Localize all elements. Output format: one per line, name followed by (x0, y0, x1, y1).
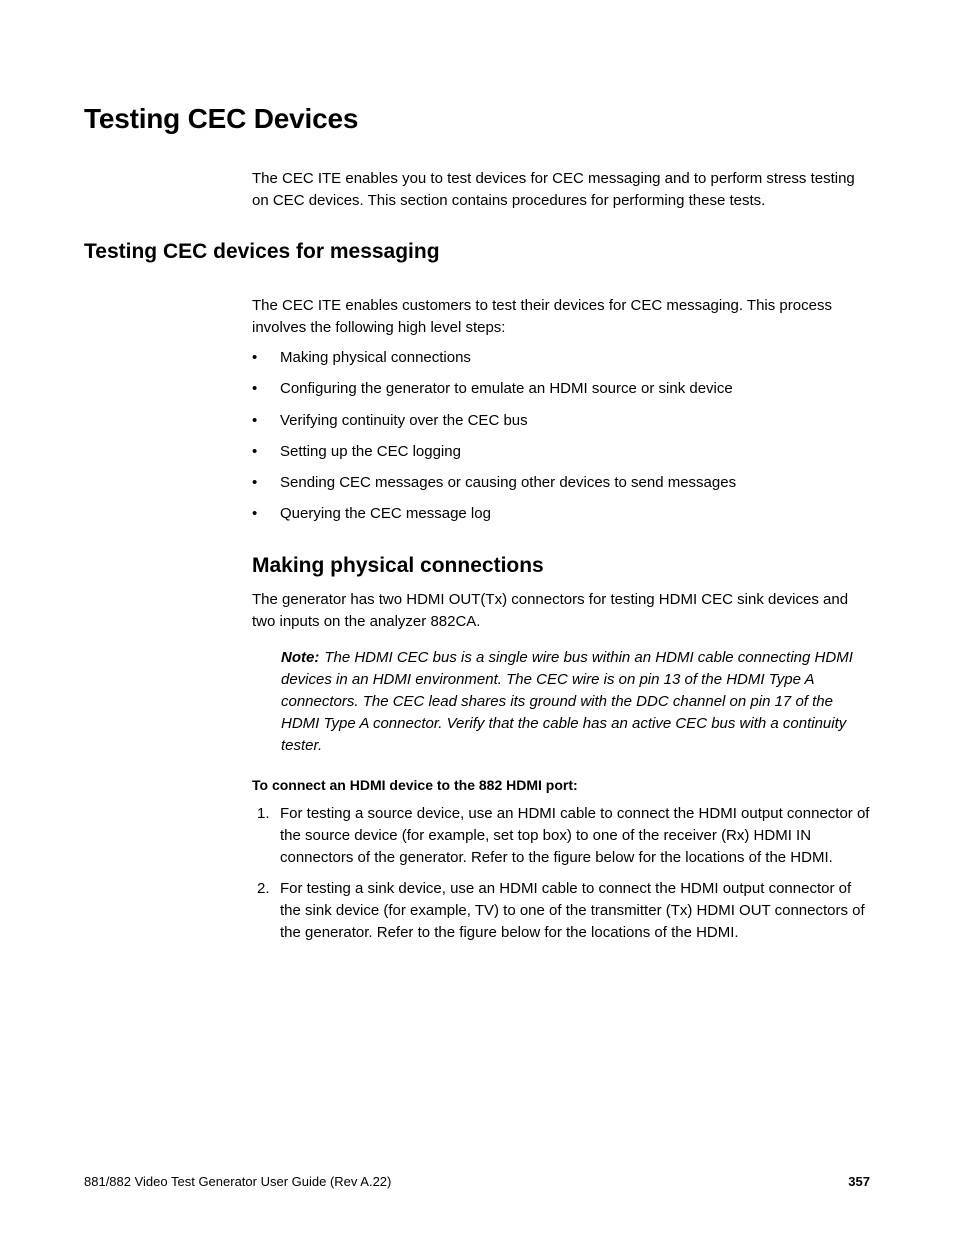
list-item-text: Setting up the CEC logging (280, 442, 461, 460)
list-item-text: Verifying continuity over the CEC bus (280, 411, 528, 429)
procedure-step (252, 803, 874, 869)
note-text: The HDMI CEC bus is a single wire bus within an HDMI cable connecting HDMI devices in an HDMI environment. The CEC wire is on pin 13 of the HDMI Type A connectors. The CEC lead shares its ground with the DDC channel on pin 17 of the HDMI Type A connector. Verify that the cable has an active CEC bus with a continuity tester. (281, 649, 853, 754)
note-block (281, 647, 873, 757)
bullet-icon: • (252, 442, 258, 460)
bullet-icon: • (252, 380, 258, 398)
step-number: 2. (257, 880, 270, 897)
high-level-steps-list (252, 347, 872, 535)
intro-paragraph: The CEC ITE enables you to test devices for CEC messaging and to perform stress testing on CEC devices. This section contains procedures for performing these tests. (252, 170, 855, 209)
subsection-heading: Making physical connections (252, 554, 544, 577)
subsection-intro-paragraph: The generator has two HDMI OUT(Tx) connectors for testing HDMI CEC sink devices and two inputs on the analyzer 882CA. (252, 591, 849, 630)
list-item-text: Querying the CEC message log (280, 505, 491, 523)
note-label: Note: (281, 649, 320, 666)
list-item (252, 410, 872, 432)
step-text: For testing a source device, use an HDMI cable to connect the HDMI output connector of the source device (for example, set top box) to one of the receiver (Rx) HDMI IN connectors of the generator. Refer to the figure below for the locations of the HDMI. (280, 805, 870, 866)
bullet-icon: • (252, 411, 258, 429)
list-item (252, 503, 872, 525)
bullet-icon: • (252, 474, 258, 492)
procedure-step (252, 878, 874, 944)
list-item (252, 347, 872, 369)
section-intro-paragraph: The CEC ITE enables customers to test their devices for CEC messaging. This process involves the following high level steps: (252, 297, 832, 336)
list-item (252, 378, 872, 400)
footer-guide-title: 881/882 Video Test Generator User Guide (Rev A.22) (84, 1174, 392, 1189)
footer-page-number: 357 (848, 1174, 870, 1189)
bullet-icon: • (252, 349, 258, 366)
step-number: 1. (257, 805, 270, 822)
section-heading: Testing CEC devices for messaging (84, 240, 440, 263)
step-text: For testing a sink device, use an HDMI cable to connect the HDMI output connector of the sink device (for example, TV) to one of the transmitter (Tx) HDMI OUT connectors of the generator. Refer to the figure below for the locations of the HDMI. (280, 880, 865, 941)
procedure-heading: To connect an HDMI device to the 882 HDMI port: (252, 777, 578, 793)
procedure-steps-list (252, 803, 874, 953)
page-title: Testing CEC Devices (84, 103, 359, 134)
list-item-text: Sending CEC messages or causing other devices to send messages (280, 474, 737, 492)
list-item (252, 441, 872, 463)
list-item-text: Making physical connections (280, 349, 471, 366)
bullet-icon: • (252, 505, 258, 523)
list-item-text: Configuring the generator to emulate an HDMI source or sink device (280, 380, 733, 398)
list-item (252, 472, 872, 494)
